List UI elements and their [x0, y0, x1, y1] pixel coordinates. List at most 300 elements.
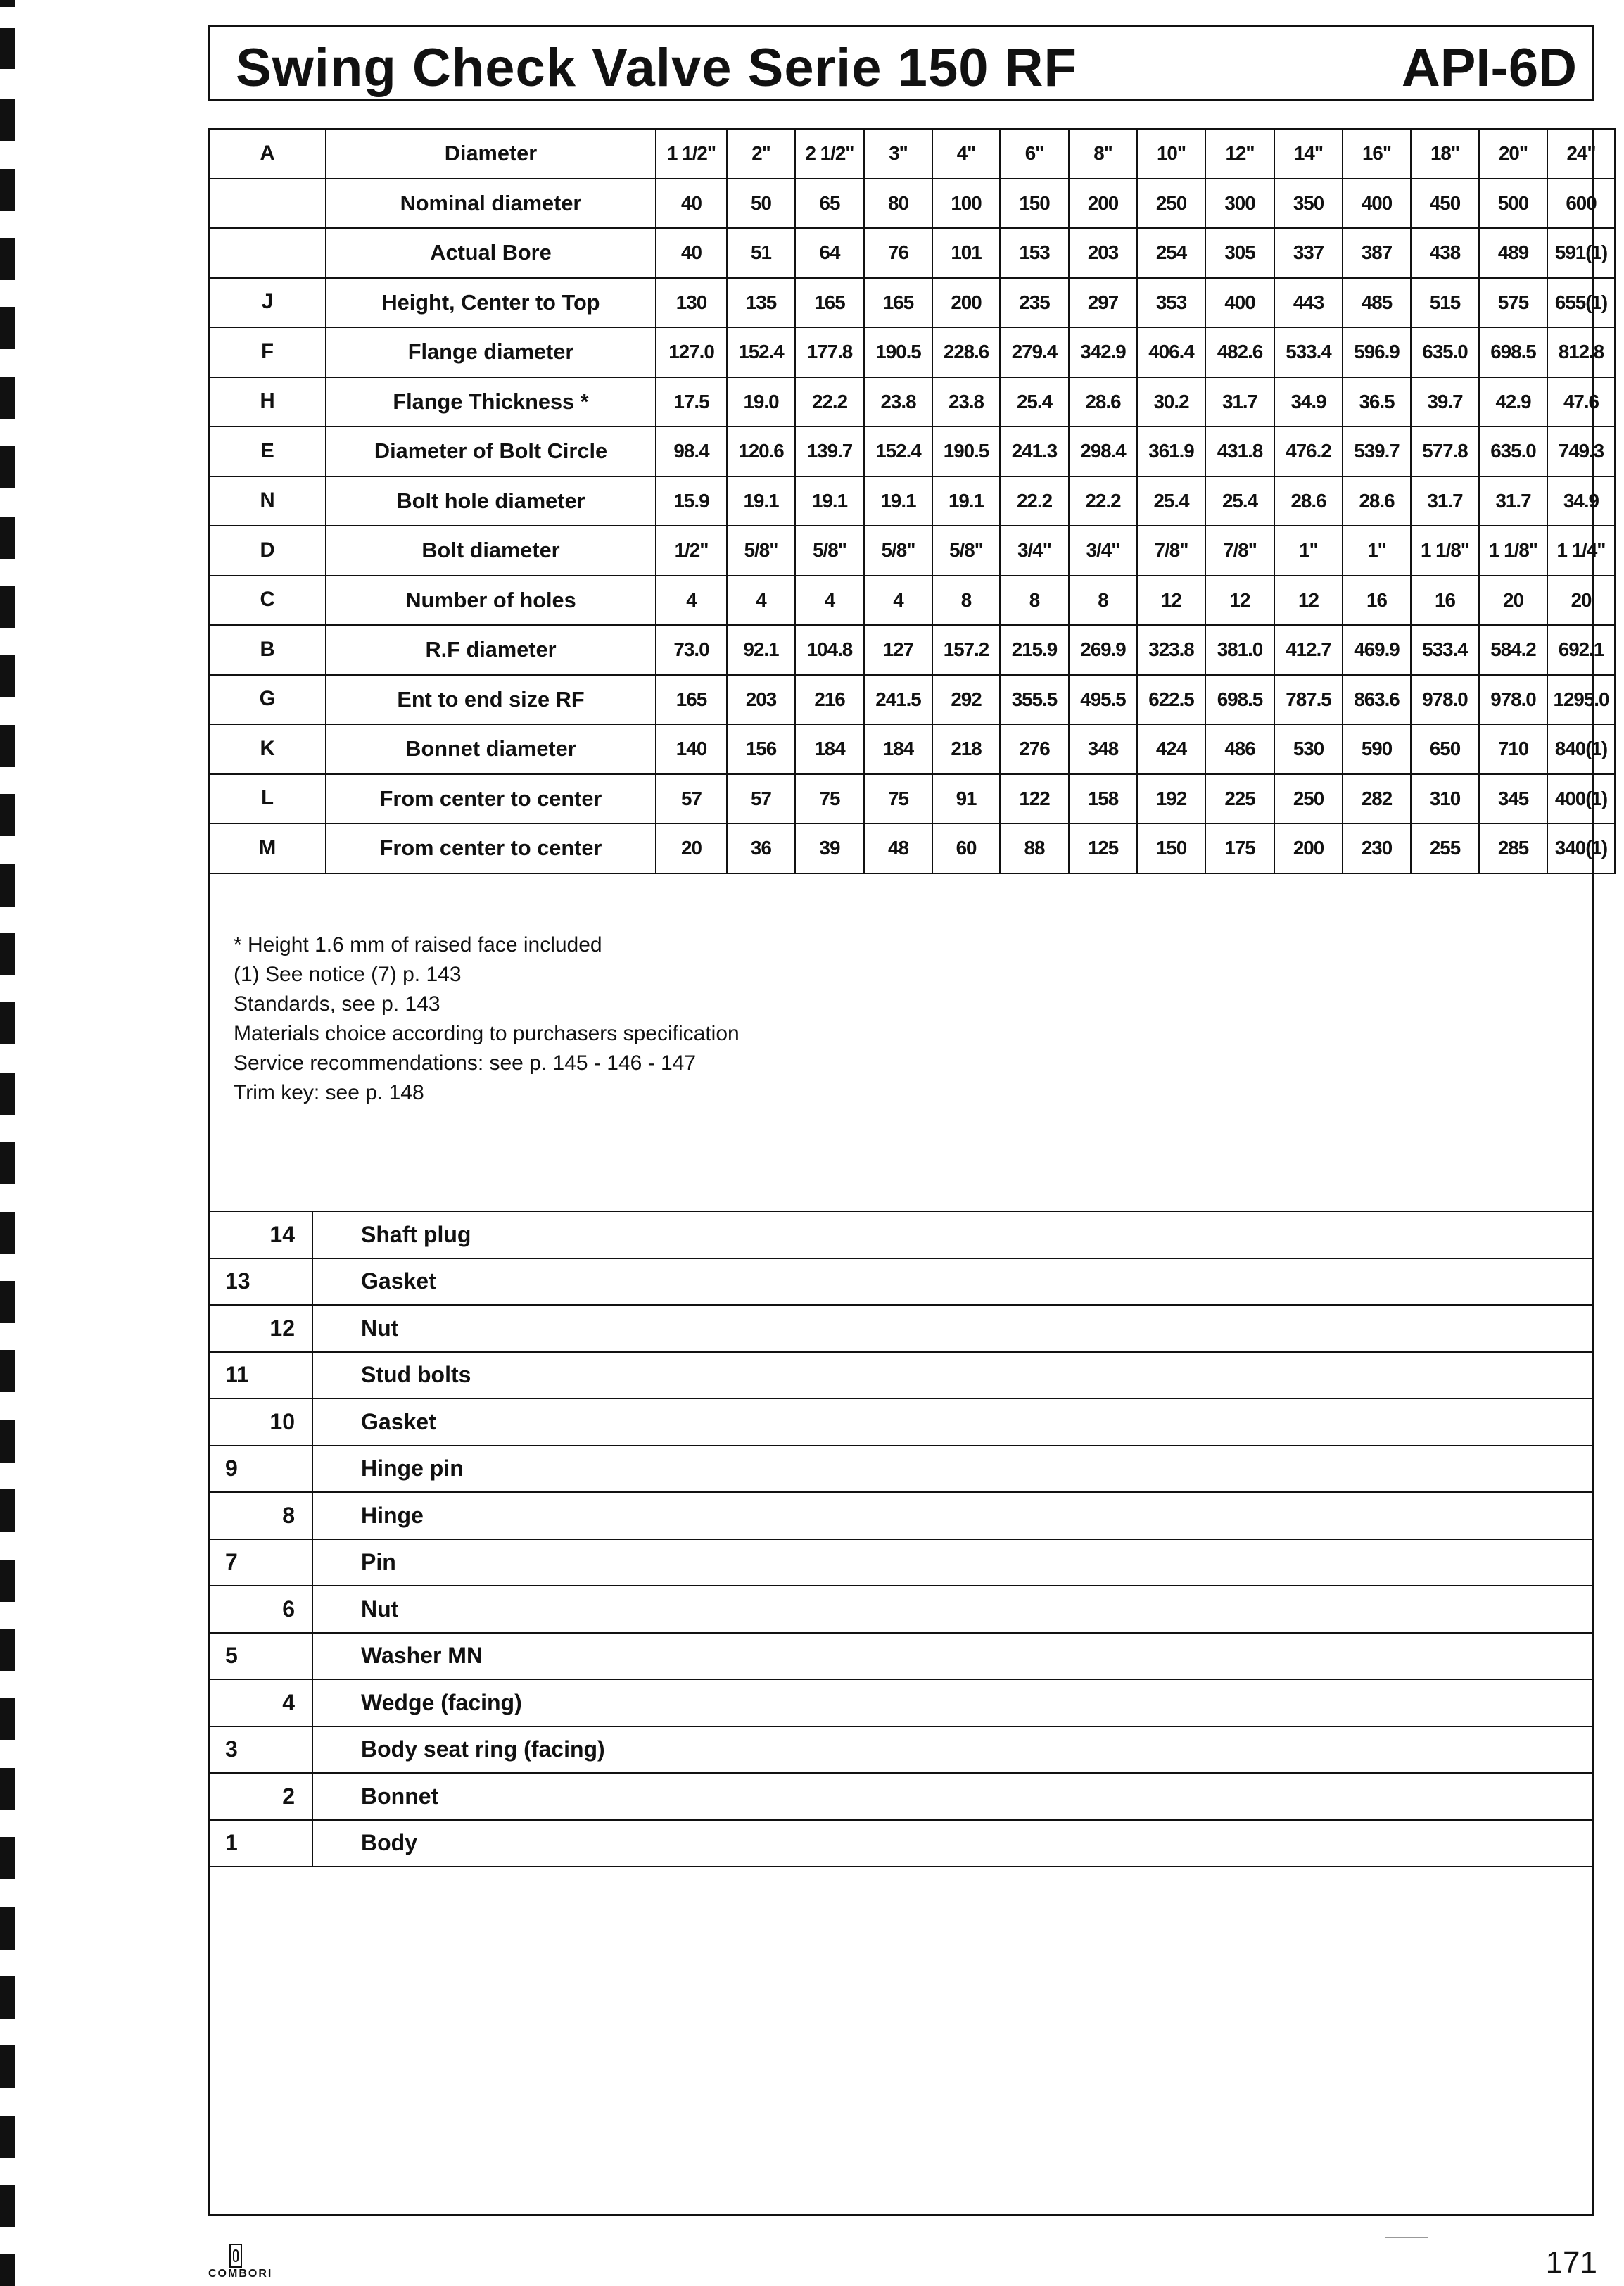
dimension-value: 692.1 — [1547, 625, 1615, 675]
dimension-value: 225 — [1205, 774, 1274, 824]
dimension-value: 31.7 — [1479, 476, 1547, 526]
dimension-value: 400 — [1343, 179, 1411, 229]
dimension-value: 51 — [727, 228, 795, 278]
row-code: F — [209, 327, 326, 377]
dimension-value: 485 — [1343, 278, 1411, 328]
part-row — [208, 1633, 1594, 1680]
dimension-value: 1 1/4" — [1547, 526, 1615, 576]
dimension-value: 10" — [1137, 129, 1205, 179]
dimension-value: 203 — [727, 675, 795, 725]
dimension-value: 297 — [1069, 278, 1137, 328]
dimension-value: 840(1) — [1547, 724, 1615, 774]
dimension-value: 584.2 — [1479, 625, 1547, 675]
dimension-value: 23.8 — [864, 377, 932, 427]
dimension-value: 127 — [864, 625, 932, 675]
part-row — [208, 1446, 1594, 1493]
dimension-value: 495.5 — [1069, 675, 1137, 725]
dimension-value: 2 1/2" — [795, 129, 864, 179]
dimension-value: 39.7 — [1411, 377, 1479, 427]
dimension-value: 36.5 — [1343, 377, 1411, 427]
dimension-value: 235 — [1000, 278, 1069, 328]
dimension-value: 16" — [1343, 129, 1411, 179]
dimension-value: 40 — [656, 179, 727, 229]
row-code — [209, 179, 326, 229]
row-label: Bolt diameter — [326, 526, 656, 576]
dimension-value: 340(1) — [1547, 823, 1615, 873]
row-code: B — [209, 625, 326, 675]
dimension-value: 323.8 — [1137, 625, 1205, 675]
dimension-value: 8 — [932, 576, 1000, 626]
dimension-value: 165 — [656, 675, 727, 725]
row-label: Flange Thickness * — [326, 377, 656, 427]
dimension-value: 8" — [1069, 129, 1137, 179]
part-number: 11 — [208, 1352, 312, 1399]
dimension-value: 215.9 — [1000, 625, 1069, 675]
dimension-value: 749.3 — [1547, 427, 1615, 476]
dimension-value: 19.0 — [727, 377, 795, 427]
row-code: J — [209, 278, 326, 328]
dimension-value: 140 — [656, 724, 727, 774]
dimension-value: 250 — [1274, 774, 1343, 824]
dimension-value: 39 — [795, 823, 864, 873]
part-number: 6 — [208, 1586, 312, 1633]
dimension-value: 355.5 — [1000, 675, 1069, 725]
dimension-value: 25.4 — [1137, 476, 1205, 526]
dimension-value: 20 — [1479, 576, 1547, 626]
dimension-value: 7/8" — [1137, 526, 1205, 576]
dimension-value: 75 — [864, 774, 932, 824]
part-number: 9 — [208, 1446, 312, 1493]
dimension-value: 36 — [727, 823, 795, 873]
dimension-value: 269.9 — [1069, 625, 1137, 675]
dimension-row — [209, 278, 1615, 328]
dimension-row — [209, 675, 1615, 725]
row-code: L — [209, 774, 326, 824]
dimension-value: 650 — [1411, 724, 1479, 774]
part-number: 1 — [208, 1820, 312, 1867]
dimension-value: 98.4 — [656, 427, 727, 476]
dimension-value: 406.4 — [1137, 327, 1205, 377]
dimension-value: 28.6 — [1274, 476, 1343, 526]
dimension-value: 125 — [1069, 823, 1137, 873]
row-code: C — [209, 576, 326, 626]
dimension-value: 424 — [1137, 724, 1205, 774]
dimension-value: 165 — [795, 278, 864, 328]
dimension-value: 152.4 — [727, 327, 795, 377]
row-code: N — [209, 476, 326, 526]
dimension-value: 73.0 — [656, 625, 727, 675]
dimension-value: 337 — [1274, 228, 1343, 278]
dimension-value: 2" — [727, 129, 795, 179]
part-number: 8 — [208, 1492, 312, 1539]
dimension-value: 515 — [1411, 278, 1479, 328]
notes-block — [234, 930, 740, 1108]
dimension-value: 5/8" — [864, 526, 932, 576]
dimension-value: 241.3 — [1000, 427, 1069, 476]
dimension-value: 15.9 — [656, 476, 727, 526]
dimension-value: 530 — [1274, 724, 1343, 774]
dimension-value: 104.8 — [795, 625, 864, 675]
dimension-value: 139.7 — [795, 427, 864, 476]
part-name: Stud bolts — [312, 1352, 1594, 1399]
dimension-value: 57 — [727, 774, 795, 824]
dimension-row — [209, 526, 1615, 576]
logo-text: COMBORI — [208, 2268, 273, 2280]
dimension-value: 218 — [932, 724, 1000, 774]
part-row — [208, 1211, 1594, 1258]
dimension-value: 216 — [795, 675, 864, 725]
dimension-value: 596.9 — [1343, 327, 1411, 377]
dimension-value: 152.4 — [864, 427, 932, 476]
part-name: Wedge (facing) — [312, 1679, 1594, 1726]
dimension-value: 698.5 — [1479, 327, 1547, 377]
row-label: Flange diameter — [326, 327, 656, 377]
dimension-value: 65 — [795, 179, 864, 229]
dimension-value: 135 — [727, 278, 795, 328]
dimension-value: 19.1 — [795, 476, 864, 526]
dimension-value: 34.9 — [1547, 476, 1615, 526]
dimension-row — [209, 576, 1615, 626]
dimension-value: 20" — [1479, 129, 1547, 179]
dimension-value: 500 — [1479, 179, 1547, 229]
dimension-value: 20 — [1547, 576, 1615, 626]
part-number: 7 — [208, 1539, 312, 1586]
part-number: 13 — [208, 1258, 312, 1306]
dimension-value: 28.6 — [1069, 377, 1137, 427]
dimension-value: 16 — [1343, 576, 1411, 626]
dimension-value: 282 — [1343, 774, 1411, 824]
dimension-value: 350 — [1274, 179, 1343, 229]
part-row — [208, 1726, 1594, 1774]
dimension-value: 4 — [864, 576, 932, 626]
row-code: D — [209, 526, 326, 576]
dimension-row — [209, 129, 1615, 179]
dimension-value: 279.4 — [1000, 327, 1069, 377]
dimension-value: 482.6 — [1205, 327, 1274, 377]
dimension-value: 698.5 — [1205, 675, 1274, 725]
parts-list — [208, 1211, 1594, 1867]
dimension-value: 158 — [1069, 774, 1137, 824]
dimension-value: 710 — [1479, 724, 1547, 774]
part-name: Body seat ring (facing) — [312, 1726, 1594, 1774]
dimension-value: 412.7 — [1274, 625, 1343, 675]
dimension-value: 34.9 — [1274, 377, 1343, 427]
dimension-value: 200 — [1274, 823, 1343, 873]
dimension-value: 64 — [795, 228, 864, 278]
dimension-value: 175 — [1205, 823, 1274, 873]
dimension-value: 19.1 — [727, 476, 795, 526]
note-line: * Height 1.6 mm of raised face included — [234, 933, 602, 956]
dimension-value: 23.8 — [932, 377, 1000, 427]
dimension-value: 1" — [1343, 526, 1411, 576]
dimension-row — [209, 823, 1615, 873]
dimension-value: 24" — [1547, 129, 1615, 179]
dimension-value: 156 — [727, 724, 795, 774]
dimension-value: 978.0 — [1479, 675, 1547, 725]
dimension-value: 18" — [1411, 129, 1479, 179]
dimension-value: 190.5 — [932, 427, 1000, 476]
row-label: Diameter of Bolt Circle — [326, 427, 656, 476]
part-name: Pin — [312, 1539, 1594, 1586]
part-number: 3 — [208, 1726, 312, 1774]
row-label: Nominal diameter — [326, 179, 656, 229]
row-code — [209, 228, 326, 278]
row-code: G — [209, 675, 326, 725]
dimension-value: 177.8 — [795, 327, 864, 377]
dimension-value: 47.6 — [1547, 377, 1615, 427]
dimension-value: 443 — [1274, 278, 1343, 328]
dimension-value: 533.4 — [1274, 327, 1343, 377]
dimension-value: 590 — [1343, 724, 1411, 774]
part-name: Gasket — [312, 1398, 1594, 1446]
dimension-value: 4 — [795, 576, 864, 626]
dimension-value: 577.8 — [1411, 427, 1479, 476]
row-label: From center to center — [326, 823, 656, 873]
dimension-value: 12 — [1137, 576, 1205, 626]
dimension-value: 88 — [1000, 823, 1069, 873]
row-label: From center to center — [326, 774, 656, 824]
row-label: Ent to end size RF — [326, 675, 656, 725]
dimension-value: 305 — [1205, 228, 1274, 278]
dimension-value: 31.7 — [1411, 476, 1479, 526]
part-name: Hinge pin — [312, 1446, 1594, 1493]
part-number: 4 — [208, 1679, 312, 1726]
dimension-value: 20 — [656, 823, 727, 873]
dimension-value: 22.2 — [795, 377, 864, 427]
dimension-value: 276 — [1000, 724, 1069, 774]
dimension-value: 22.2 — [1069, 476, 1137, 526]
dimension-value: 190.5 — [864, 327, 932, 377]
dimension-value: 250 — [1137, 179, 1205, 229]
dimension-value: 1/2" — [656, 526, 727, 576]
scan-mark — [1385, 2237, 1428, 2238]
dimension-value: 150 — [1000, 179, 1069, 229]
dimension-value: 978.0 — [1411, 675, 1479, 725]
dimension-value: 255 — [1411, 823, 1479, 873]
row-code: K — [209, 724, 326, 774]
dimension-value: 25.4 — [1205, 476, 1274, 526]
dimension-row — [209, 427, 1615, 476]
dimension-value: 5/8" — [795, 526, 864, 576]
dimension-value: 12 — [1205, 576, 1274, 626]
standard-label: API-6D — [1401, 38, 1577, 98]
dimension-value: 7/8" — [1205, 526, 1274, 576]
dimension-value: 19.1 — [932, 476, 1000, 526]
dimension-value: 345 — [1479, 774, 1547, 824]
dimension-value: 431.8 — [1205, 427, 1274, 476]
dimension-value: 622.5 — [1137, 675, 1205, 725]
dimension-value: 533.4 — [1411, 625, 1479, 675]
row-label: Number of holes — [326, 576, 656, 626]
page-title: Swing Check Valve Serie 150 RF — [236, 38, 1077, 98]
dimension-value: 200 — [932, 278, 1000, 328]
company-logo — [208, 2244, 273, 2282]
dimension-value: 539.7 — [1343, 427, 1411, 476]
dimension-value: 40 — [656, 228, 727, 278]
part-number: 5 — [208, 1633, 312, 1680]
part-name: Bonnet — [312, 1773, 1594, 1820]
part-name: Nut — [312, 1305, 1594, 1352]
dimension-value: 400 — [1205, 278, 1274, 328]
note-line: Materials choice according to purchasers specification — [234, 1022, 740, 1045]
dimension-row — [209, 228, 1615, 278]
dimension-value: 348 — [1069, 724, 1137, 774]
part-row — [208, 1586, 1594, 1633]
dimension-value: 6" — [1000, 129, 1069, 179]
part-row — [208, 1820, 1594, 1867]
dimension-value: 184 — [864, 724, 932, 774]
dimension-value: 127.0 — [656, 327, 727, 377]
dimension-value: 489 — [1479, 228, 1547, 278]
part-number: 14 — [208, 1211, 312, 1258]
part-row — [208, 1305, 1594, 1352]
dimension-value: 863.6 — [1343, 675, 1411, 725]
dimension-value: 591(1) — [1547, 228, 1615, 278]
dimension-value: 5/8" — [932, 526, 1000, 576]
note-line: Trim key: see p. 148 — [234, 1081, 424, 1104]
dimension-value: 787.5 — [1274, 675, 1343, 725]
part-name: Body — [312, 1820, 1594, 1867]
row-label: Actual Bore — [326, 228, 656, 278]
dimension-value: 1 1/8" — [1479, 526, 1547, 576]
dimension-value: 298.4 — [1069, 427, 1137, 476]
dimension-value: 600 — [1547, 179, 1615, 229]
dimension-value: 476.2 — [1274, 427, 1343, 476]
dimension-value: 31.7 — [1205, 377, 1274, 427]
dimension-value: 42.9 — [1479, 377, 1547, 427]
part-row — [208, 1492, 1594, 1539]
part-name: Gasket — [312, 1258, 1594, 1306]
dimension-row — [209, 476, 1615, 526]
note-line: (1) See notice (7) p. 143 — [234, 963, 462, 986]
part-row — [208, 1258, 1594, 1306]
dimension-value: 92.1 — [727, 625, 795, 675]
dimension-value: 157.2 — [932, 625, 1000, 675]
dimension-value: 91 — [932, 774, 1000, 824]
note-line: Service recommendations: see p. 145 - 146 - 147 — [234, 1052, 697, 1075]
dimension-value: 230 — [1343, 823, 1411, 873]
dimension-value: 285 — [1479, 823, 1547, 873]
dimension-value: 50 — [727, 179, 795, 229]
dimension-value: 450 — [1411, 179, 1479, 229]
dimension-value: 4 — [656, 576, 727, 626]
dimension-value: 12 — [1274, 576, 1343, 626]
dimension-value: 22.2 — [1000, 476, 1069, 526]
dimension-value: 57 — [656, 774, 727, 824]
dimension-value: 1 1/2" — [656, 129, 727, 179]
row-code: A — [209, 129, 326, 179]
part-name: Hinge — [312, 1492, 1594, 1539]
row-label: Bonnet diameter — [326, 724, 656, 774]
dimension-value: 381.0 — [1205, 625, 1274, 675]
dimension-value: 76 — [864, 228, 932, 278]
dimension-value: 3" — [864, 129, 932, 179]
dimension-value: 130 — [656, 278, 727, 328]
part-number: 2 — [208, 1773, 312, 1820]
dimension-value: 101 — [932, 228, 1000, 278]
dimension-value: 655(1) — [1547, 278, 1615, 328]
dimension-value: 80 — [864, 179, 932, 229]
dimension-value: 165 — [864, 278, 932, 328]
dimension-value: 28.6 — [1343, 476, 1411, 526]
dimension-value: 8 — [1000, 576, 1069, 626]
dimension-value: 310 — [1411, 774, 1479, 824]
part-row — [208, 1352, 1594, 1399]
dimension-row — [209, 724, 1615, 774]
dimension-value: 3/4" — [1000, 526, 1069, 576]
dimension-value: 387 — [1343, 228, 1411, 278]
dimension-value: 100 — [932, 179, 1000, 229]
part-row — [208, 1773, 1594, 1820]
row-label: Height, Center to Top — [326, 278, 656, 328]
dimension-value: 75 — [795, 774, 864, 824]
dimension-value: 635.0 — [1479, 427, 1547, 476]
dimension-value: 438 — [1411, 228, 1479, 278]
page-number: 171 — [1545, 2245, 1597, 2280]
dimension-value: 1 1/8" — [1411, 526, 1479, 576]
dimension-row — [209, 774, 1615, 824]
part-name: Washer MN — [312, 1633, 1594, 1680]
dimension-value: 192 — [1137, 774, 1205, 824]
dimension-value: 228.6 — [932, 327, 1000, 377]
dimension-value: 19.1 — [864, 476, 932, 526]
row-label: Diameter — [326, 129, 656, 179]
dimension-value: 292 — [932, 675, 1000, 725]
dimension-value: 184 — [795, 724, 864, 774]
dimension-value: 30.2 — [1137, 377, 1205, 427]
dimension-value: 4" — [932, 129, 1000, 179]
dimensions-table — [208, 128, 1616, 874]
dimension-value: 122 — [1000, 774, 1069, 824]
part-row — [208, 1539, 1594, 1586]
dimension-value: 254 — [1137, 228, 1205, 278]
dimension-value: 5/8" — [727, 526, 795, 576]
dimension-value: 353 — [1137, 278, 1205, 328]
dimension-value: 200 — [1069, 179, 1137, 229]
dimension-value: 60 — [932, 823, 1000, 873]
part-name: Shaft plug — [312, 1211, 1594, 1258]
dimension-value: 4 — [727, 576, 795, 626]
part-number: 10 — [208, 1398, 312, 1446]
dimension-row — [209, 327, 1615, 377]
dimension-value: 12" — [1205, 129, 1274, 179]
dimension-value: 1295.0 — [1547, 675, 1615, 725]
dimension-value: 812.8 — [1547, 327, 1615, 377]
dimension-value: 120.6 — [727, 427, 795, 476]
dimension-row — [209, 625, 1615, 675]
dimension-value: 8 — [1069, 576, 1137, 626]
row-code: H — [209, 377, 326, 427]
dimension-value: 241.5 — [864, 675, 932, 725]
dimension-value: 153 — [1000, 228, 1069, 278]
dimension-value: 14" — [1274, 129, 1343, 179]
dimension-row — [209, 179, 1615, 229]
row-label: Bolt hole diameter — [326, 476, 656, 526]
dimension-value: 575 — [1479, 278, 1547, 328]
row-code: M — [209, 823, 326, 873]
dimension-row — [209, 377, 1615, 427]
dimension-value: 342.9 — [1069, 327, 1137, 377]
dimension-value: 25.4 — [1000, 377, 1069, 427]
title-bar — [208, 25, 1594, 101]
part-number: 12 — [208, 1305, 312, 1352]
dimension-value: 469.9 — [1343, 625, 1411, 675]
dimension-value: 486 — [1205, 724, 1274, 774]
row-code: E — [209, 427, 326, 476]
dimension-value: 48 — [864, 823, 932, 873]
dimension-value: 3/4" — [1069, 526, 1137, 576]
logo-mark-icon — [229, 2244, 242, 2268]
